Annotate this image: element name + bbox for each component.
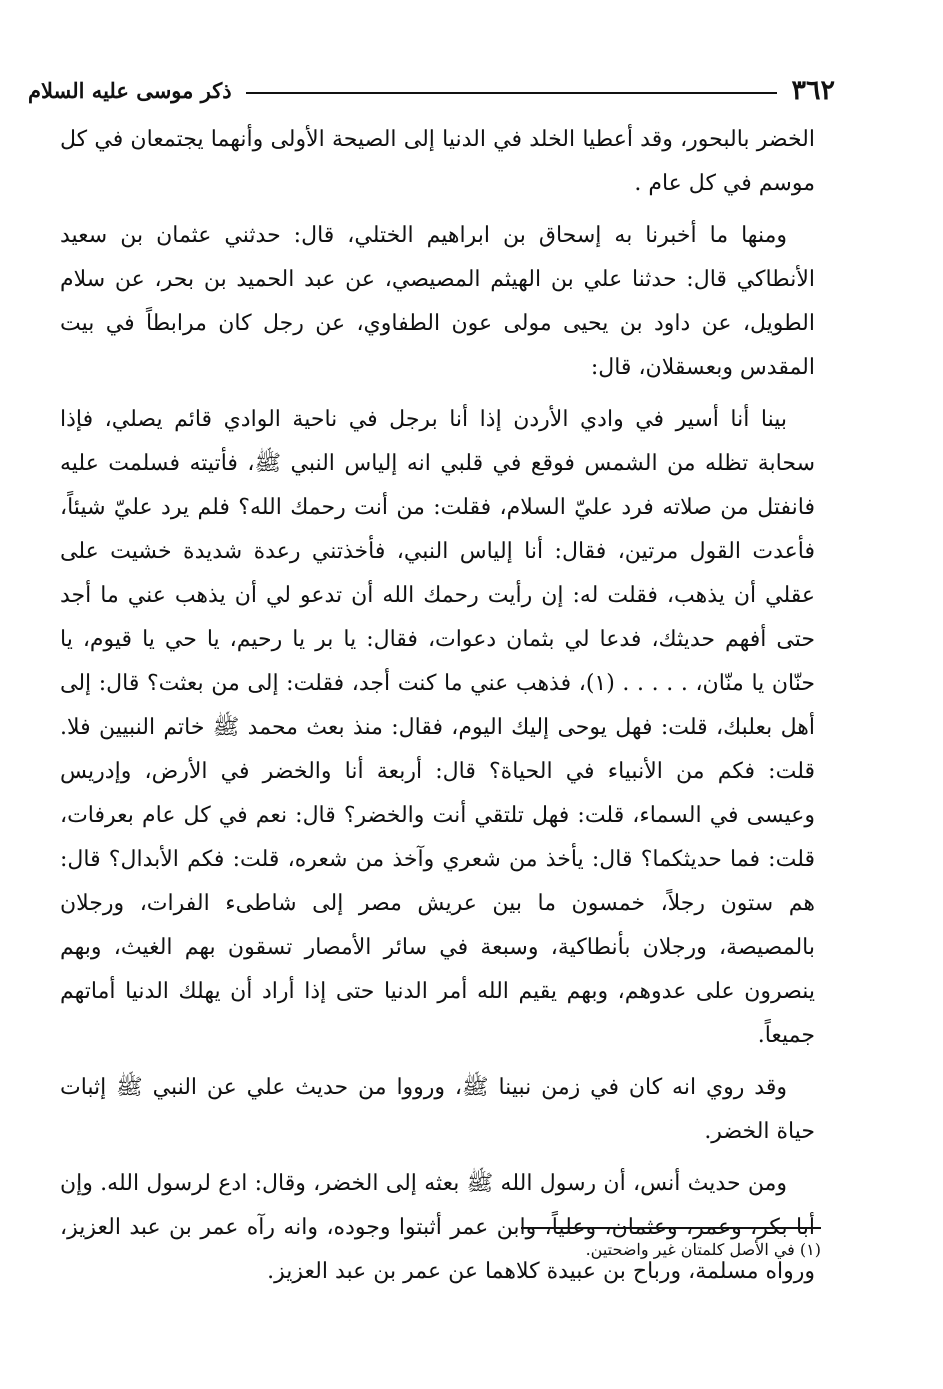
footnote: (١) في الأصل كلمتان غير واضحتين.	[585, 1240, 821, 1259]
paragraph: ومن حديث أنس، أن رسول الله ﷺ بعثه إلى الخضر، وقال: ادع لرسول الله. وإن أبا بكر، وعمر، وعثمان، وعلياً، وابن عمر أثبتوا وجوده، وانه رآه عمر بن عبد العزيز، ورواه مسلمة، ورباح بن عبيدة كلاهما عن عمر بن عبد العزيز.	[60, 1171, 815, 1284]
body-text	[60, 118, 815, 1302]
paragraph: ومنها ما أخبرنا به إسحاق بن ابراهيم الختلي، قال: حدثني عثمان بن سعيد الأنطاكي قال: حدثنا علي بن الهيثم المصيصي، عن عبد الحميد بن بحر، عن سلام الطويل، عن داود بن يحيى مولى عون الطفاوي، عن رجل كان مرابطاً في بيت المقدس وبعسقلان، قال:	[60, 223, 815, 380]
paragraph: الخضر بالبحور، وقد أعطيا الخلد في الدنيا إلى الصيحة الأولى وأنهما يجتمعان في كل موسم في كل عام .	[60, 127, 815, 196]
page-header	[28, 70, 835, 110]
footnote-rule	[521, 1227, 821, 1229]
header-rule	[246, 92, 778, 94]
running-title: ذكر موسى عليه السلام	[28, 77, 232, 103]
paragraph: بينا أنا أسير في وادي الأردن إذا أنا برجل في ناحية الوادي قائم يصلي، فإذا سحابة تظله من الشمس فوقع في قلبي انه إلياس النبي ﷺ، فأتيته فسلمت عليه فانفتل من صلاته فرد عليّ السلام، فقلت: من أنت رحمك الله؟ فلم يرد عليّ شيئاً، فأعدت القول مرتين، فقال: أنا إلياس النبي، فأخذتني رعدة شديدة خشيت على عقلي أن يذهب، فقلت له: إن رأيت رحمك الله أن تدعو لي أن يذهب عني ما أجد حتى أفهم حديثك، فدعا لي بثمان دعوات، فقال: يا بر يا رحيم، يا حي يا قيوم، يا حنّان يا منّان، . . . . . (١)، فذهب عني ما كنت أجد، فقلت: إلى من بعثت؟ قال: إلى أهل بعلبك، قلت: فهل يوحى إليك اليوم، فقال: منذ بعث محمد ﷺ خاتم النبيين فلا. قلت: فكم من الأنبياء في الحياة؟ قال: أربعة أنا والخضر في الأرض، وإدريس وعيسى في السماء، قلت: فهل تلتقي أنت والخضر؟ قال: نعم في كل عام بعرفات، قلت: فما حديثكما؟ قال: يأخذ من شعري وآخذ من شعره، قلت: فكم الأبدال؟ قال: هم ستون رجلاً، خمسون ما بين عريش مصر إلى شاطىء الفرات، ورجلان بالمصيصة، ورجلان بأنطاكية، وسبعة في سائر الأمصار تسقون بهم الغيث، وبهم ينصرون على عدوهم، وبهم يقيم الله أمر الدنيا حتى إذا أراد أن يهلك الدنيا أماتهم جميعاً.	[60, 407, 815, 1048]
paragraph: وقد روي انه كان في زمن نبينا ﷺ، ورووا من حديث علي عن النبي ﷺ إثبات حياة الخضر.	[60, 1075, 815, 1144]
page-number: ٣٦٢	[791, 74, 835, 106]
